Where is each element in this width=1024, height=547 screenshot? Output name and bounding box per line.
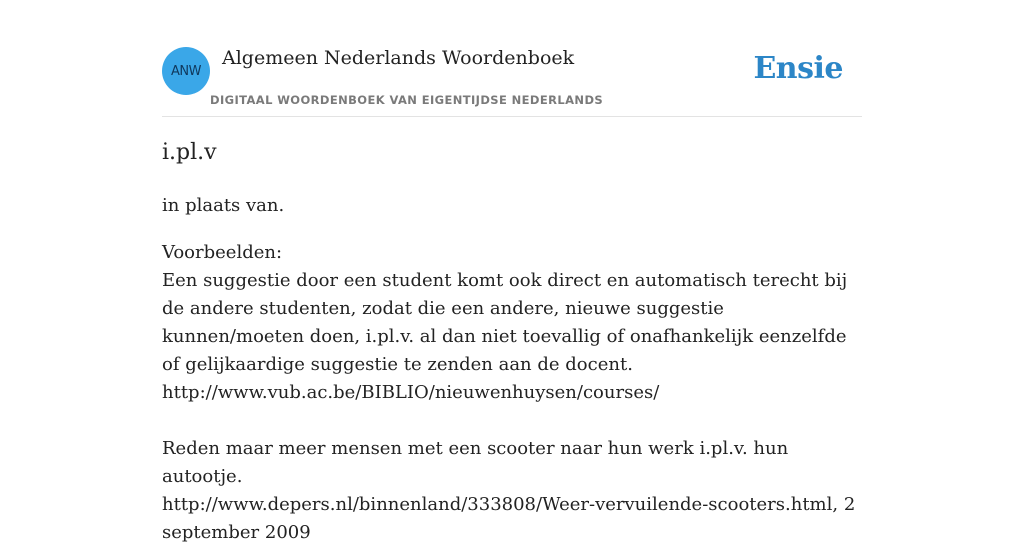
site-title[interactable]: Algemeen Nederlands Woordenboek xyxy=(222,47,575,69)
ensie-brand-link[interactable]: Ensie xyxy=(753,51,843,86)
examples-label: Voorbeelden: xyxy=(162,242,283,263)
entry-definition: in plaats van. xyxy=(162,195,285,216)
examples-section xyxy=(162,239,862,547)
entry-content xyxy=(162,136,862,547)
example-separator xyxy=(162,407,862,435)
site-subtitle: DIGITAAL WOORDENBOEK VAN EIGENTIJDSE NEDERLANDS xyxy=(210,93,604,107)
site-header xyxy=(162,46,862,117)
example-source: http://www.vub.ac.be/BIBLIO/nieuwenhuysen/courses/ xyxy=(162,382,660,403)
entry-headword: i.pl.v xyxy=(162,140,217,165)
example-text: Reden maar meer mensen met een scooter naar hun werk i.pl.v. hun autootje. xyxy=(162,438,789,487)
anw-logo[interactable]: ANW xyxy=(162,47,210,95)
example-text: Een suggestie door een student komt ook direct en automatisch terecht bij de andere studenten, zodat die een andere, nieuwe suggestie kunnen/moeten doen, i.pl.v. al dan niet toevallig of onafhankelijk eenzelfde of gelijkaardige suggestie te zenden aan de docent. xyxy=(162,270,848,375)
example-source: http://www.depers.nl/binnenland/333808/Weer-vervuilende-scooters.html, 2 september 2009 xyxy=(162,494,856,543)
